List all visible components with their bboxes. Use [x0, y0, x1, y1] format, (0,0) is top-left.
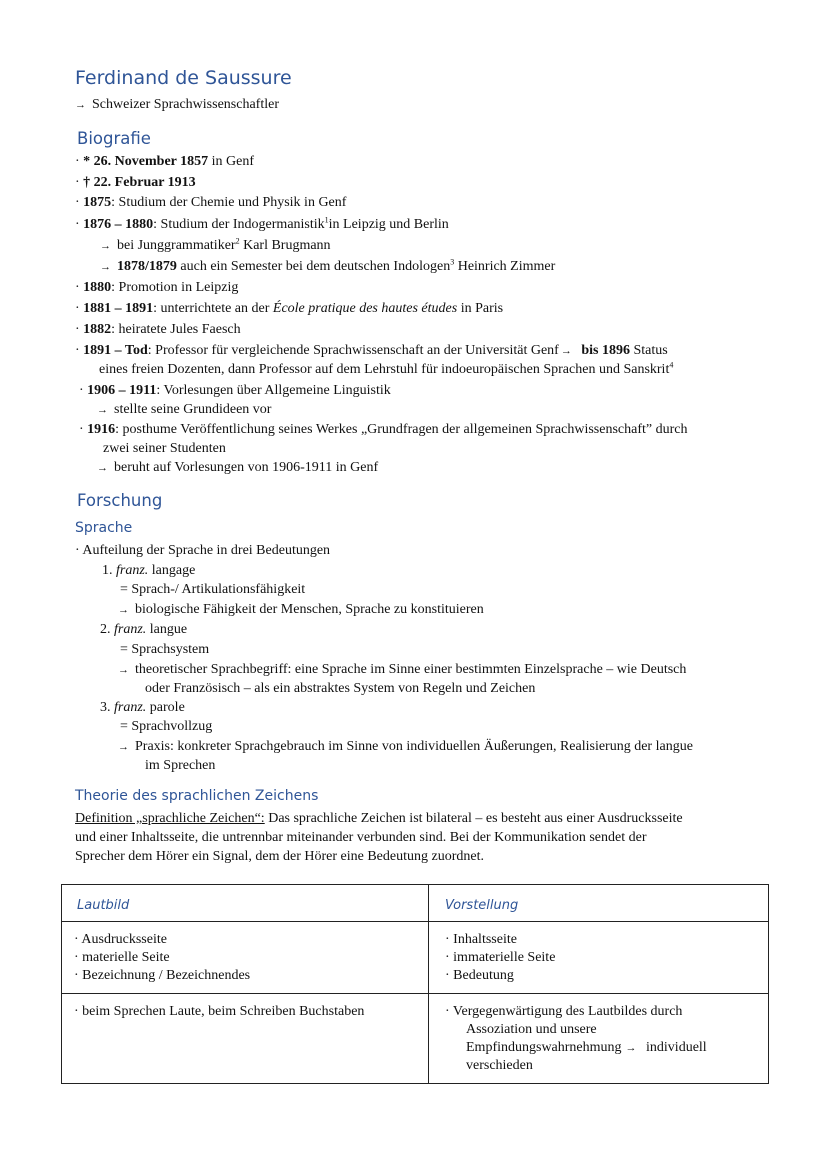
table-header-row [62, 885, 769, 922]
subtitle-line [75, 96, 279, 114]
bio-1880: · 1880: Promotion in Leipzig [75, 280, 239, 295]
heading-biografie: Biografie [77, 129, 151, 148]
arrow-icon: → [118, 604, 129, 616]
list-item: · Ausdrucksseite [74, 932, 167, 947]
bio-1891-line2: eines freien Dozenten, dann Professor auf dem Lehrstuhl für indoeuropäischen Sprachen und Sanskrit$^4$ [99, 360, 674, 377]
bio-1891: · 1891 – Tod: Professor für vergleichende Sprachwissenschaft an der Universität Genf → bis 1896 Status [75, 343, 668, 358]
table-row [62, 994, 769, 1084]
footnote-marker: 1 [324, 215, 329, 225]
arrow-icon: → [560, 345, 572, 357]
arrow-icon: → [118, 664, 129, 676]
bio-1906-sub: → stellte seine Grundideen vor [97, 402, 272, 417]
sprache-intro: · Aufteilung der Sprache in drei Bedeutungen [75, 543, 331, 558]
sprache-item-2-arrow: → theoretischer Sprachbegriff: eine Sprache im Sinne einer bestimmten Einzelsprache – wie Deutsch [118, 662, 687, 677]
list-item: · Vergegenwärtigung des Lautbildes durch [445, 1004, 683, 1019]
sprache-item-2-arrow-line2: oder Französisch – als ein abstraktes System von Regeln und Zeichen [145, 681, 536, 696]
table-cell-r2c2: · Vergegenwärtigung des Lautbildes durch Assoziation und unsere Empfindungswahrnehmung → individuell verschieden [429, 994, 769, 1084]
table-cell-r1c2 [429, 922, 769, 994]
bio-1916: · 1916: posthume Veröffentlichung seines Werkes „Grundfragen der allgemeinen Sprachwissenschaft” durch [79, 422, 688, 437]
sprache-item-3-eq: = Sprachvollzug [120, 719, 213, 734]
list-item: · Inhaltsseite [445, 932, 517, 947]
table-cell-r1c1 [62, 922, 429, 994]
table-header-vorstellung: Vorstellung [429, 885, 769, 922]
bio-1876-sub1: → bei Junggrammatiker$^2$ Karl Brugmann [100, 236, 331, 253]
heading-sprache: Sprache [75, 520, 133, 536]
sprache-item-2-eq: = Sprachsystem [120, 642, 210, 657]
list-item: · materielle Seite [74, 950, 170, 965]
arrow-icon: → [100, 261, 111, 273]
sprache-item-1-arrow: → biologische Fähigkeit der Menschen, Sprache zu konstituieren [118, 602, 484, 617]
heading-theorie: Theorie des sprachlichen Zeichens [75, 788, 319, 804]
arrow-icon: → [118, 741, 129, 753]
list-item: · Bezeichnung / Bezeichnendes [74, 968, 251, 983]
footnote-marker: 2 [235, 236, 240, 246]
sprache-item-3-arrow-line2: im Sprechen [145, 758, 216, 773]
bio-1882: · 1882: heiratete Jules Faesch [75, 322, 241, 337]
arrow-icon: → [97, 404, 108, 416]
sign-table [61, 884, 769, 1084]
list-item: · Bedeutung [445, 968, 514, 983]
definition-label: Definition „sprachliche Zeichen“: [75, 811, 265, 826]
bio-1916-sub: → beruht auf Vorlesungen von 1906-1911 in Genf [97, 460, 379, 475]
sprache-item-1: 1. franz. langage [102, 563, 196, 578]
bio-1875: · 1875: Studium der Chemie und Physik in Genf [75, 195, 347, 210]
footnote-marker: 4 [669, 360, 674, 370]
list-item: · beim Sprechen Laute, beim Schreiben Buchstaben [74, 1004, 365, 1019]
bio-died: · † 22. Februar 1913 [75, 175, 196, 190]
list-item: · immaterielle Seite [445, 950, 556, 965]
definition-line-2: und einer Inhaltsseite, die untrennbar miteinander verbunden sind. Bei der Kommunikation sendet der [75, 830, 647, 845]
table-header-lautbild: Lautbild [62, 885, 429, 922]
sprache-item-3: 3. franz. parole [100, 700, 185, 715]
sprache-item-2: 2. franz. langue [100, 622, 188, 637]
sprache-item-1-eq: = Sprach-/ Artikulationsfähigkeit [120, 582, 306, 597]
bio-1881: · 1881 – 1891: unterrichtete an der École pratique des hautes études in Paris [75, 301, 504, 316]
bio-1876-sub2: → 1878/1879 auch ein Semester bei dem deutschen Indologen$^3$ Heinrich Zimmer [100, 257, 556, 274]
table-cell-r2c1 [62, 994, 429, 1084]
bio-1876: · 1876 – 1880: Studium der Indogermanistik$^1$in Leipzig und Berlin [75, 215, 449, 232]
bio-1916-line2: zwei seiner Studenten [103, 441, 226, 456]
table-row [62, 922, 769, 994]
sprache-item-3-arrow: → Praxis: konkreter Sprachgebrauch im Sinne von individuellen Äußerungen, Realisierung der langue [118, 739, 693, 754]
definition-line-1: Definition „sprachliche Zeichen“: Das sprachliche Zeichen ist bilateral – es besteht aus einer Ausdrucksseite [75, 811, 683, 826]
heading-forschung: Forschung [77, 491, 163, 510]
bio-1906: · 1906 – 1911: Vorlesungen über Allgemeine Linguistik [79, 383, 391, 398]
footnote-marker: 3 [450, 257, 455, 267]
arrow-icon: → [75, 99, 86, 111]
bio-born: · * 26. November 1857 in Genf [75, 154, 255, 169]
arrow-icon: → [625, 1042, 637, 1054]
arrow-icon: → [97, 462, 108, 474]
subtitle: Schweizer Sprachwissenschaftler [92, 97, 279, 112]
arrow-icon: → [100, 240, 111, 252]
definition-line-3: Sprecher dem Hörer ein Signal, dem der Hörer eine Bedeutung zuordnet. [75, 849, 484, 864]
page-title: Ferdinand de Saussure [75, 67, 292, 89]
